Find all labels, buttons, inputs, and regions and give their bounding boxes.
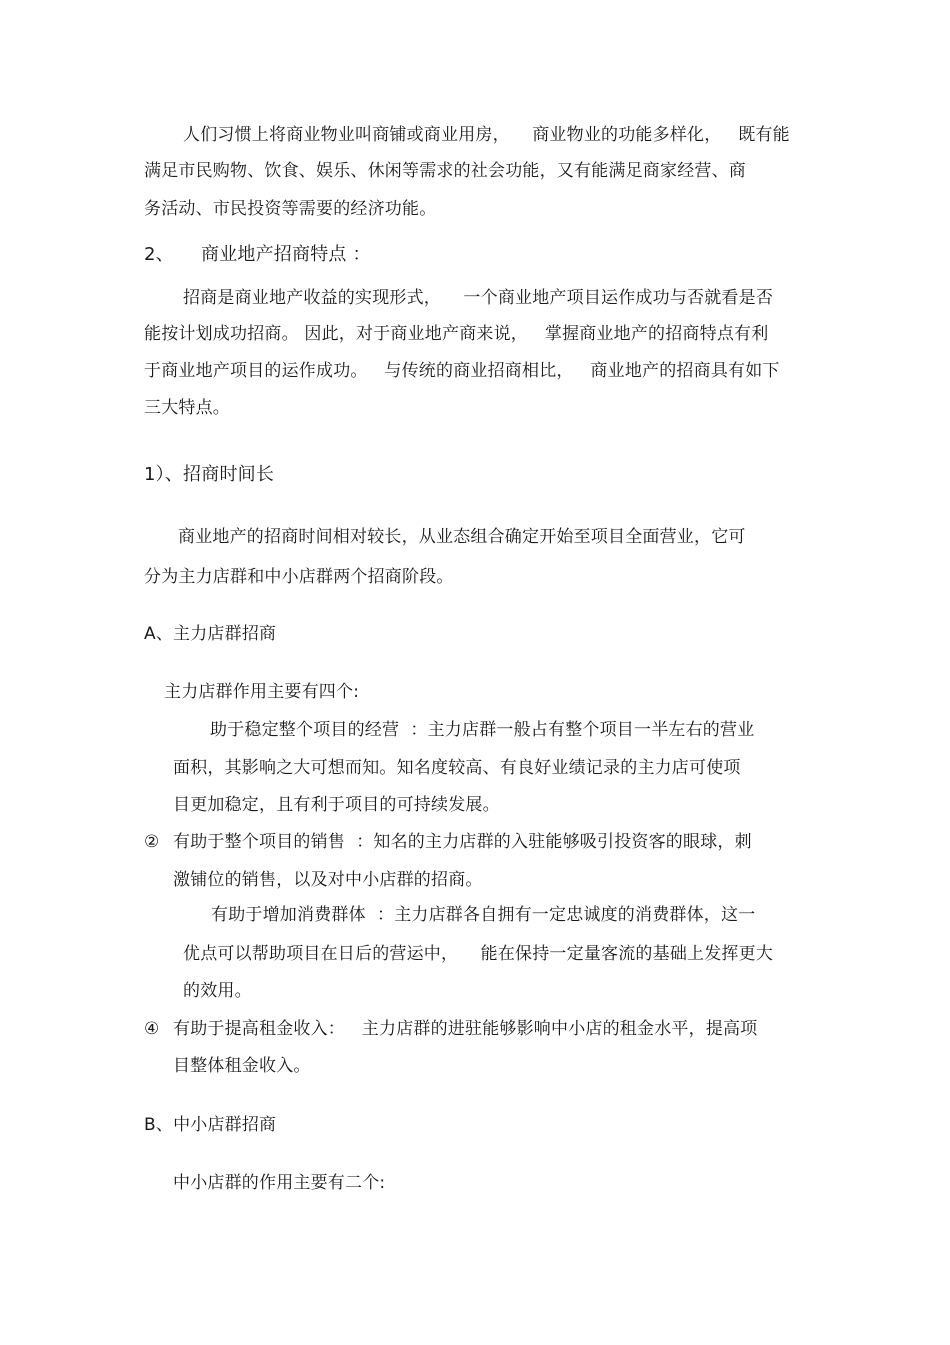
section-2-number: 2、 (144, 244, 174, 265)
sub-a-item-1-line-3: 目更加稳定，且有利于项目的可持续发展。 (173, 795, 500, 815)
section-2-para-line-4: 三大特点。 (144, 398, 230, 418)
sub-a-item-4-line-1: 有助于提高租金收入： 主力店群的进驻能够影响中小店的租金水平，提高项 (173, 1019, 758, 1039)
intro-line-1: 人们习惯上将商业物业叫商铺或商业用房， 商业物业的功能多样化， 既有能 (183, 125, 790, 145)
sub-a-item-3-line-2: 优点可以帮助项目在日后的营运中， 能在保持一定量客流的基础上发挥更大 (183, 944, 774, 964)
sub-a-title: A、主力店群招商 (144, 624, 277, 644)
point-1-title: 1）、招商时间长 (144, 464, 275, 485)
sub-a-item-3-line-1: 有助于增加消费群体 ：主力店群各自拥有一定忠诚度的消费群体，这一 (211, 905, 756, 925)
point-1-para-line-1: 商业地产的招商时间相对较长，从业态组合确定开始至项目全面营业，它可 (178, 527, 746, 547)
section-2-title: 商业地产招商特点 ： (201, 244, 371, 265)
section-2-para-line-1: 招商是商业地产收益的实现形式， 一个商业地产项目运作成功与否就看是否 (183, 288, 774, 308)
sub-a-item-2-line-2: 激铺位的销售，以及对中小店群的招商。 (173, 870, 483, 890)
sub-a-item-2-line-1: 有助于整个项目的销售 ：知名的主力店群的入驻能够吸引投资客的眼球，刺 (173, 832, 752, 852)
section-2-para-line-2: 能按计划成功招商。 因此，对于商业地产商来说， 掌握商业地产的招商特点有利 (144, 324, 769, 344)
sub-a-item-3-line-3: 的效用。 (183, 981, 252, 1001)
sub-a-item-2-marker: ② (144, 832, 160, 852)
point-1-para-line-2: 分为主力店群和中小店群两个招商阶段。 (144, 567, 454, 587)
intro-line-2: 满足市民购物、饮食、娱乐、休闲等需求的社会功能，又有能满足商家经营、商 (144, 161, 746, 181)
intro-line-3: 务活动、市民投资等需要的经济功能。 (144, 199, 437, 219)
sub-a-intro: 主力店群作用主要有四个: (164, 682, 360, 702)
section-2-para-line-3: 于商业地产项目的运作成功。 与传统的商业招商相比， 商业地产的招商具有如下 (144, 361, 780, 381)
sub-a-item-4-marker: ④ (144, 1019, 160, 1039)
sub-b-intro: 中小店群的作用主要有二个: (173, 1173, 386, 1193)
sub-a-item-1-line-1: 助于稳定整个项目的经营 ：主力店群一般占有整个项目一半左右的营业 (210, 720, 755, 740)
sub-b-title: B、中小店群招商 (144, 1115, 277, 1135)
sub-a-item-4-line-2: 目整体租金收入。 (173, 1056, 311, 1076)
sub-a-item-1-line-2: 面积，其影响之大可想而知。知名度较高、有良好业绩记录的主力店可使项 (173, 758, 741, 778)
